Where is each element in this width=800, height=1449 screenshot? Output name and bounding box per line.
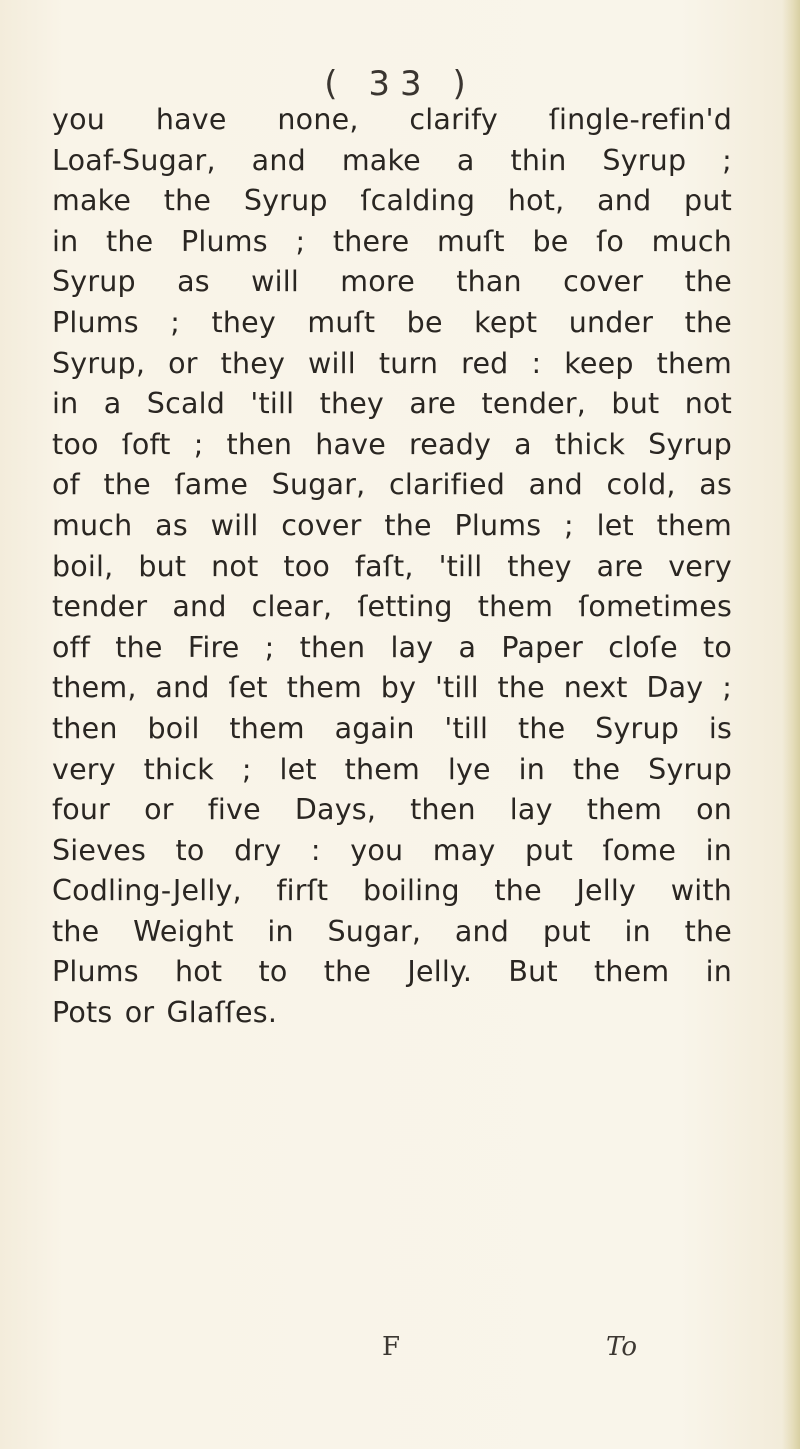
recipe-text — [52, 100, 732, 1034]
text-line: off the Fire ; then lay a Paper cloſe to — [52, 630, 732, 664]
page-number: 33 — [368, 64, 432, 104]
text-line: Plums hot to the Jelly. But them in — [52, 955, 732, 989]
text-line: Plums ; they muſt be kept under the — [52, 305, 732, 339]
text-line: Syrup, or they will turn red : keep them — [52, 346, 732, 380]
text-line: boil, but not too faſt, 'till they are very — [52, 549, 732, 583]
text-line: much as will cover the Plums ; let them — [52, 508, 732, 542]
text-line: Codling-Jelly, firſt boiling the Jelly with — [52, 874, 732, 908]
text-line-last: Pots or Glaſſes. — [52, 996, 278, 1030]
page-edge-shadow — [782, 0, 800, 1449]
page-header — [0, 64, 800, 104]
signature-mark: F — [382, 1332, 401, 1362]
text-line: in the Plums ; there muſt be ſo much — [52, 224, 732, 258]
text-line: four or five Days, then lay them on — [52, 793, 732, 827]
text-line: the Weight in Sugar, and put in the — [52, 914, 732, 948]
text-line: tender and clear, ſetting them ſometimes — [52, 590, 732, 624]
text-line: make the Syrup ſcalding hot, and put — [52, 184, 732, 218]
text-line: them, and ſet them by 'till the next Day ; — [52, 671, 732, 705]
catchword: To — [606, 1332, 637, 1362]
text-line: Sieves to dry : you may put ſome in — [52, 833, 732, 867]
text-line: very thick ; let them lye in the Syrup — [52, 752, 732, 786]
header-close-paren: ) — [452, 64, 476, 104]
text-line: then boil them again 'till the Syrup is — [52, 711, 732, 745]
header-open-paren: ( — [324, 64, 348, 104]
text-line: you have none, clarify ſingle-refin'd — [52, 103, 732, 136]
text-line: too ſoft ; then have ready a thick Syrup — [52, 427, 732, 461]
page-footer — [0, 1332, 800, 1372]
text-line: Loaf-Sugar, and make a thin Syrup ; — [52, 143, 732, 177]
text-line: of the ſame Sugar, clarified and cold, as — [52, 468, 732, 502]
text-line: Syrup as will more than cover the — [52, 265, 732, 299]
text-line: in a Scald 'till they are tender, but not — [52, 387, 732, 421]
